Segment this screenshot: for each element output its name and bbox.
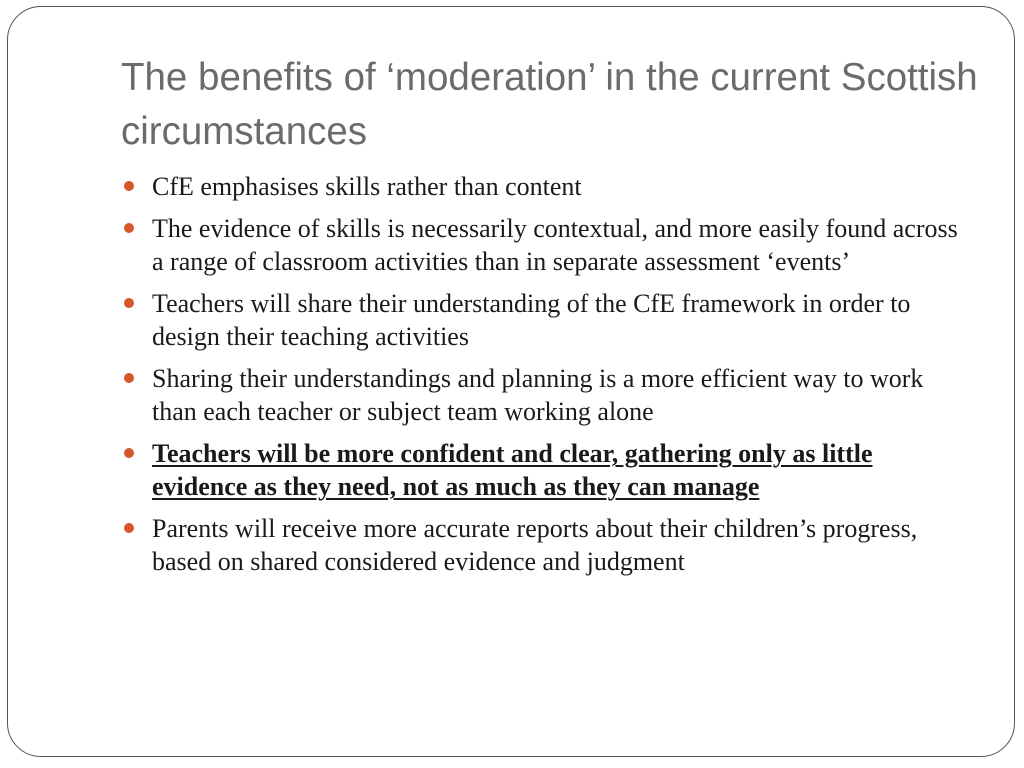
- bullet-item: [121, 362, 961, 428]
- bullet-dot-icon: [124, 448, 134, 458]
- bullet-item: [121, 170, 961, 203]
- bullet-text: Teachers will share their understanding of the CfE framework in order to design their teaching activities: [152, 289, 911, 351]
- bullet-dot-icon: [124, 181, 134, 191]
- bullet-dot-icon: [124, 223, 134, 233]
- slide-title: The benefits of ‘moderation’ in the current Scottish circumstances: [121, 56, 978, 153]
- bullet-dot-icon: [124, 298, 134, 308]
- bullet-item: [121, 512, 961, 578]
- bullet-text: Parents will receive more accurate reports about their children’s progress, based on shared considered evidence and judgment: [152, 514, 918, 576]
- bullet-item: [121, 212, 961, 278]
- bullet-item: [121, 287, 961, 353]
- bullet-text: CfE emphasises skills rather than content: [152, 172, 582, 201]
- bullet-text: Teachers will be more confident and clear, gathering only as little evidence as they need, not as much as they can manage: [152, 439, 873, 501]
- bullet-list: [121, 170, 961, 587]
- bullet-dot-icon: [124, 523, 134, 533]
- bullet-text: The evidence of skills is necessarily contextual, and more easily found across a range of classroom activities than in separate assessment ‘events’: [152, 214, 958, 276]
- slide-frame: [7, 6, 1015, 757]
- bullet-item-emphasized: [121, 437, 961, 503]
- bullet-text: Sharing their understandings and planning is a more efficient way to work than each teacher or subject team working alone: [152, 364, 924, 426]
- bullet-dot-icon: [124, 373, 134, 383]
